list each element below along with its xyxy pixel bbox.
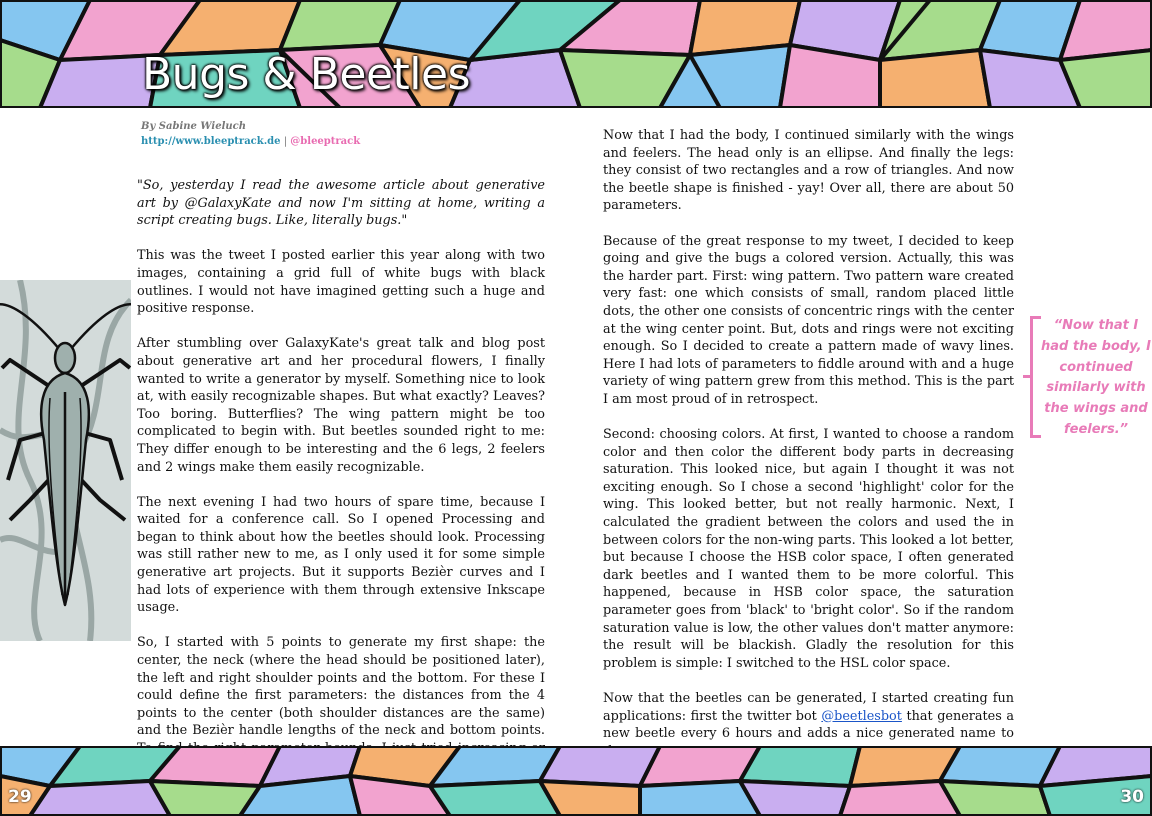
beetle-illustration [0,280,131,641]
paragraph: Second: choosing colors. At first, I wanted to choose a random color and then color the different body parts in decreasing saturation. This looked nice, but again I thought it was not exciting enough. So I chose a second 'highlight' color for the wing. This looked better, but not really harmonic. Next, I calculated the gradient between the colors and used the in between colors for the non-wing parts. This looked a lot better, but because I choose the HSB color space, I often generated dark beetles and I wanted them to be more colorful. This happened, because in HSB color space, the saturation parameter goes from 'black' to 'bright color'. So if the random saturation value is low, the other values don't matter anymore: the result will be blackish. Gladly the resolution for this problem is simple: I switched to the HSL color space. [603,427,1014,671]
right-column [603,127,1014,778]
paragraph: This was the tweet I posted earlier this year along with two images, containing a grid full of white bugs with black outlines. I would not have imagined getting such a huge and positive response. [137,248,545,317]
pull-quote-text: “Now that I had the body, I continued similarly with the wings and feelers.” [1041,318,1151,437]
beetlesbot-link[interactable]: @beetlesbot [821,708,902,724]
paragraph-text: Now that the beetles can be generated, I started creating fun applications: first the twitter bot [603,691,1014,724]
article-title: Bugs & Beetles [142,49,471,100]
tweet-quote: "So, yesterday I read the awesome article about generative art by @GalaxyKate and now I'm sitting at home, writing a script creating bugs. Like, literally bugs." [137,178,545,229]
page-number-right: 30 [1120,787,1144,807]
paragraph: Now that I had the body, I continued similarly with the wings and feelers. The head only is an ellipse. And finally the legs: they consist of two rectangles and a row of triangles. And now the beetle shape is finished - yay! Over all, there are about 50 parameters. [603,128,1014,214]
paragraph: Because of the great response to my tweet, I decided to keep going and give the bugs a colored version. Actually, this was the harder part. First: wing pattern. Two pattern ware created very fast: one which consists of small, random placed little dots, the other one consists of concentric rings with the center at the wing center point. But, dots and rings were not exciting enough. So I decided to create a pattern made of wavy lines. Here I had lots of parameters to fiddle around with and a huge variety of wing pattern grew from this method. This is the part I am most proud of in retrospect. [603,233,1014,407]
website-link[interactable]: http://www.bleeptrack.de [141,136,281,147]
page-number-left: 29 [8,787,32,807]
paragraph: After stumbling over GalaxyKate's great talk and blog post about generative art and her procedural flowers, I finally wanted to write a generator by myself. Something nice to look at, with easily recognizable shapes. But what exactly? Leaves? Too boring. Butterflies? The wing pattern might be too complicated to begin with. But beetles sounded right to me: They differ enough to be interesting and the 6 legs, 2 feelers and 2 wings make them easily recognizable. [137,336,545,475]
byline [141,119,360,149]
twitter-handle[interactable]: @bleeptrack [290,136,361,147]
author-name: By Sabine Wieluch [141,121,246,132]
byline-separator: | [283,136,288,147]
paragraph: So, I started with 5 points to generate my first shape: the center, the neck (where the head should be positioned later), the left and right shoulder points and the bottom. For these I could define the first parameters: the distances from the 4 points to the center (both shoulder distances are the same) and the Bezièr handle lengths of the neck and bottom points. [137,635,545,739]
paragraph: The next evening I had two hours of spare time, because I waited for a conference call. So I opened Processing and began to think about how the beetles should look. Processing was still rather new to me, as I only used it for some simple generative art projects. But it supports Bezièr curves and I had lots of experience with them through extensive Inkscape usage. [137,494,545,616]
bracket-mid [1023,375,1033,378]
pull-quote [1030,316,1152,438]
footer-mosaic-banner [0,746,1152,816]
left-column [137,177,545,793]
paragraph-text: that generates a new beetle every 6 hours and adds a nice generated name to [603,708,1014,742]
